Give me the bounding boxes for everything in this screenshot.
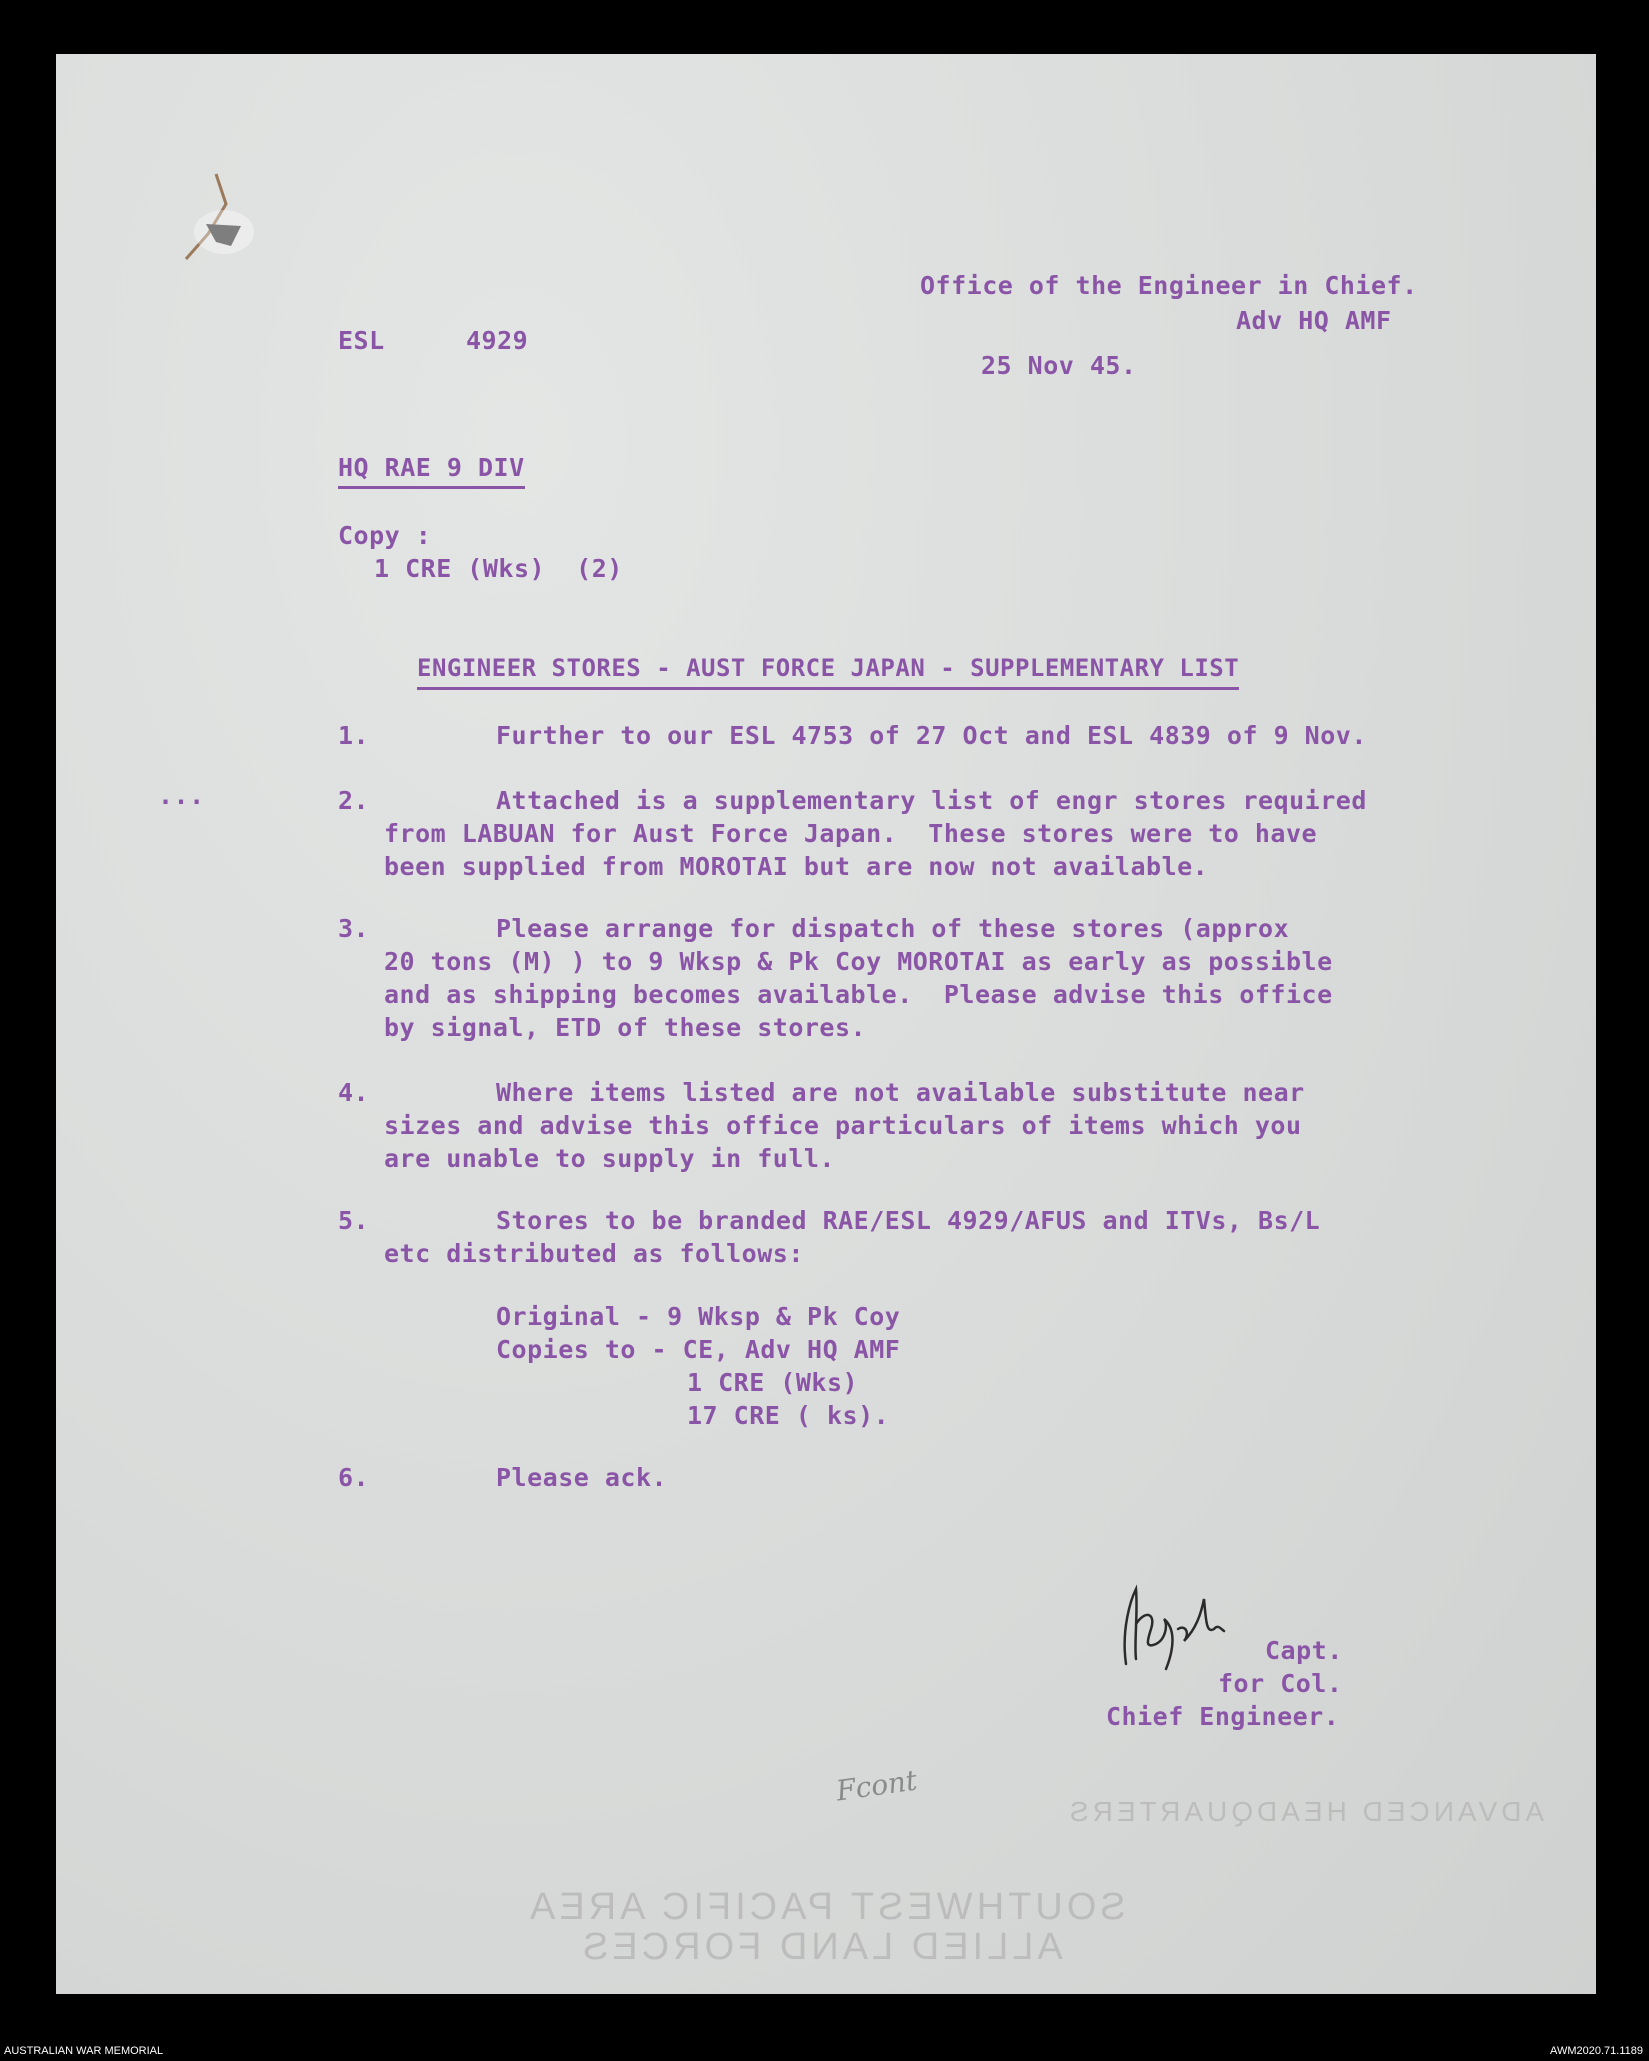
reference-number: 4929 xyxy=(466,326,529,355)
paragraph-2-text: from LABUAN for Aust Force Japan. These stores were to have been supplied from MOROTAI but are now not available. xyxy=(384,819,1318,881)
addressee: HQ RAE 9 DIV xyxy=(338,451,525,489)
margin-mark: ... xyxy=(158,781,205,810)
office-line-2: Adv HQ AMF xyxy=(1236,306,1392,335)
handwritten-signature xyxy=(1106,1569,1256,1679)
paragraph-3-number: 3. xyxy=(338,914,370,943)
paragraph-4-number: 4. xyxy=(338,1078,370,1107)
document-page xyxy=(56,54,1596,1994)
reference-label: ESL xyxy=(338,326,385,355)
signature-rank: Capt. xyxy=(1265,1636,1343,1665)
paragraph-3-first-line: Please arrange for dispatch of these stores (approx xyxy=(496,914,1290,943)
paragraph-6-text: Please ack. xyxy=(496,1463,668,1492)
paragraph-4-text: sizes and advise this office particulars of items which you are unable to supply in full. xyxy=(384,1111,1302,1173)
signature-for: for Col. xyxy=(1218,1669,1343,1698)
paragraph-5-text: etc distributed as follows: xyxy=(384,1239,804,1268)
distribution-copy-2: 1 CRE (Wks) xyxy=(687,1368,859,1397)
stamp-bleed-line-2: SOUTHWEST PACIFIC AREA xyxy=(526,1886,1126,1928)
stamp-bleed-line-1: ADVANCED HEADQUARTERS xyxy=(1066,1796,1545,1827)
copy-label: Copy : xyxy=(338,521,432,550)
pencil-note: Fcont xyxy=(834,1763,920,1808)
paragraph-3-text: 20 tons (M) ) to 9 Wksp & Pk Coy MOROTAI as early as possible and as shipping becomes available. Please advise this office by signal, ETD of these stores. xyxy=(384,947,1333,1042)
stamp-bleed-line-3: ALLIED LAND FORCES xyxy=(579,1926,1063,1968)
office-line-1: Office of the Engineer in Chief. xyxy=(920,271,1418,300)
paragraph-6-number: 6. xyxy=(338,1463,370,1492)
distribution-original: Original - 9 Wksp & Pk Coy xyxy=(496,1302,901,1331)
footer-left-credit: AUSTRALIAN WAR MEMORIAL xyxy=(4,2045,164,2057)
paper-tear-mark xyxy=(146,164,266,274)
paragraph-4-first-line: Where items listed are not available substitute near xyxy=(496,1078,1305,1107)
paragraph-2-number: 2. xyxy=(338,786,370,815)
copy-recipient: 1 CRE (Wks) (2) xyxy=(374,554,623,583)
paragraph-2-first-line: Attached is a supplementary list of engr stores required xyxy=(496,786,1367,815)
distribution-copies: Copies to - CE, Adv HQ AMF xyxy=(496,1335,901,1364)
subject-line: ENGINEER STORES - AUST FORCE JAPAN - SUPPLEMENTARY LIST xyxy=(417,652,1239,690)
paragraph-1-number: 1. xyxy=(338,721,370,750)
paragraph-5-number: 5. xyxy=(338,1206,370,1235)
letter-date: 25 Nov 45. xyxy=(981,351,1137,380)
distribution-copy-3: 17 CRE ( ks). xyxy=(687,1401,890,1430)
footer-right-id: AWM2020.71.1189 xyxy=(1550,2045,1643,2057)
paragraph-5-first-line: Stores to be branded RAE/ESL 4929/AFUS and ITVs, Bs/L xyxy=(496,1206,1321,1235)
signature-title: Chief Engineer. xyxy=(1106,1702,1340,1731)
paragraph-1-text: Further to our ESL 4753 of 27 Oct and ESL 4839 of 9 Nov. xyxy=(496,721,1367,750)
